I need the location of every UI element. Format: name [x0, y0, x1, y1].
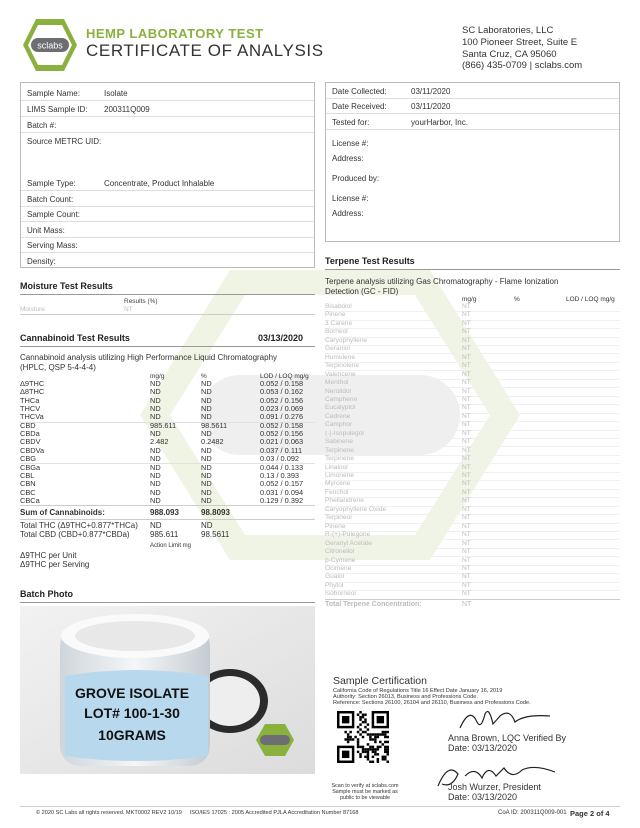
footer-divider: [20, 806, 620, 807]
analyte-lod-loq: 0.052 / 0.157: [260, 479, 304, 489]
analyte-mg: ND: [150, 387, 161, 397]
terpene-value: NT: [462, 480, 471, 488]
analyte-pct: ND: [201, 387, 212, 397]
qr-caption-line: Scan to verify at sclabs.com: [331, 783, 399, 789]
analyte-mg: ND: [150, 487, 161, 497]
divider: [325, 413, 620, 414]
analyte-mg: ND: [150, 445, 161, 455]
divider: [325, 269, 620, 270]
divider: [325, 565, 620, 566]
client-field-label: License #:: [332, 194, 369, 203]
terpene-value: NT: [462, 463, 471, 471]
terpene-name: Limonene: [325, 472, 354, 479]
divider: [325, 421, 620, 422]
divider: [20, 294, 315, 295]
client-field-value: yourHarbor, Inc.: [411, 118, 468, 127]
total-thc-mg: ND: [150, 521, 162, 530]
batch-photo-title: Batch Photo: [20, 589, 73, 599]
divider: [325, 463, 620, 464]
terpene-value: NT: [462, 565, 471, 572]
address-line: 100 Pioneer Street, Suite E: [462, 36, 578, 48]
analyte-pct: ND: [201, 395, 212, 405]
cannabinoid-title: Cannabinoid Test Results: [20, 333, 130, 343]
action-limit: Action Limit mg: [150, 543, 192, 549]
terpene-value: NT: [462, 539, 471, 547]
terpene-name: Menthol: [325, 379, 349, 387]
divider: [325, 446, 620, 447]
terpene-value: NT: [462, 590, 471, 598]
analyte-lod-loq: 0.021 / 0.063: [260, 437, 304, 447]
certification-line: Authority: Section 26013, Business and Professions Code.: [333, 694, 478, 701]
certification-line: California Code of Regulations Title 16 Effect Date January 16, 2019: [333, 688, 503, 694]
analyte-name: CBL: [20, 470, 35, 480]
divider: [325, 362, 620, 363]
analyte-name: CBGa: [20, 462, 41, 472]
divider: [326, 129, 619, 130]
terpene-value: NT: [462, 311, 471, 319]
terpene-name: Cedrene: [325, 412, 351, 420]
terpene-value: NT: [462, 319, 471, 327]
col-header-pct: %: [201, 373, 207, 380]
terpene-value: NT: [462, 362, 471, 370]
address-line: Santa Cruz, CA 95060: [462, 48, 557, 60]
analyte-lod-loq: 0.052 / 0.158: [260, 379, 304, 388]
lab-address: [462, 25, 582, 72]
divider: [21, 221, 314, 222]
terpene-value: NT: [462, 505, 471, 513]
analyte-name: CBN: [20, 479, 36, 489]
divider: [20, 519, 315, 520]
terpene-value: NT: [462, 412, 471, 420]
divider: [21, 132, 314, 133]
divider: [21, 116, 314, 117]
terpene-name: Nerolidol: [325, 387, 352, 395]
totals: [20, 521, 315, 539]
footer-legal: © 2020 SC Labs all rights reserved. MKT0002 REV2 10/19 ISO/IES 17025 : 2005 Accredited PJLA Accreditation Number 87168: [36, 810, 359, 816]
analyte-pct: ND: [201, 462, 212, 472]
analyte-mg: ND: [150, 479, 161, 489]
divider: [325, 396, 620, 397]
sample-field-label: Unit Mass:: [27, 226, 65, 235]
sample-field-label: Sample Type:: [27, 179, 76, 188]
divider: [325, 370, 620, 371]
terpene-value: NT: [462, 379, 471, 387]
terpene-name: Citronellol: [325, 548, 355, 555]
cannabinoid-desc: [20, 353, 277, 373]
terpene-name: Terpinene: [325, 455, 354, 463]
terpene-value: NT: [462, 556, 471, 564]
qr-caption-line: public to be viewable: [339, 795, 391, 801]
total-cbd-pct: 98.5611: [201, 530, 230, 539]
thc-per-unit: Δ9THC per Unit: [20, 551, 77, 560]
sample-field-label: Batch Count:: [27, 195, 74, 204]
svg-text:sclabs: sclabs: [37, 40, 63, 51]
col-header-mg: mg/g: [462, 296, 477, 303]
divider: [325, 311, 620, 312]
terpene-value: NT: [462, 336, 471, 344]
terpene-name: Borneol: [325, 328, 348, 336]
terpene-name: Myrcene: [325, 480, 351, 488]
qr-caption: [330, 783, 400, 801]
divider: [325, 455, 620, 456]
analyte-mg: ND: [150, 470, 161, 480]
terpene-value: NT: [462, 421, 471, 429]
terpene-name: Terpineol: [325, 514, 352, 522]
terpene-value: NT: [462, 531, 471, 539]
terpene-name: p-Cymene: [325, 556, 356, 564]
address-line: SC Laboratories, LLC: [462, 25, 554, 36]
terpene-name: Terpinene: [325, 446, 354, 454]
moisture-title: Moisture Test Results: [20, 281, 113, 291]
sample-field-label: Batch #:: [27, 121, 57, 130]
signer-2-date: Date: 03/13/2020: [448, 792, 518, 802]
terpene-name: Ocimene: [325, 565, 352, 572]
sample-field-label: Density:: [27, 257, 56, 266]
terpene-name: Guaiol: [325, 573, 345, 581]
footer-coa-id: CoA ID: 200311Q009-001: [498, 810, 567, 816]
signer-1-date: Date: 03/13/2020: [448, 743, 518, 753]
terpene-value: NT: [462, 514, 471, 522]
total-thc-label: Total THC (Δ9THC+0.877*THCa): [20, 521, 138, 530]
analyte-lod-loq: 0.052 / 0.156: [260, 395, 304, 405]
divider: [325, 556, 620, 557]
divider: [20, 314, 315, 315]
terpene-value: NT: [462, 522, 471, 530]
analyte-pct: ND: [201, 487, 212, 497]
analyte-mg: ND: [150, 429, 161, 439]
terpene-value: NT: [462, 345, 471, 353]
terpene-value: NT: [462, 303, 471, 310]
divider: [20, 346, 315, 347]
total-cbd-mg: 985.611: [150, 530, 179, 539]
terpene-name: Phytol: [325, 581, 344, 589]
divider: [325, 548, 620, 549]
client-field-label: Produced by:: [332, 174, 380, 183]
analyte-name: Δ8THC: [20, 387, 45, 397]
divider: [21, 206, 314, 207]
terpene-name: Bisabolol: [325, 303, 352, 310]
sample-field-value: Isolate: [104, 89, 128, 98]
client-field-label: Tested for:: [332, 118, 370, 127]
terpene-name: Isoborneol: [325, 590, 356, 598]
terpene-value: NT: [462, 404, 471, 412]
analyte-mg: ND: [150, 454, 161, 464]
terpene-name: Camphor: [325, 421, 353, 429]
terpene-value: NT: [462, 488, 471, 496]
cannabinoid-desc-line: (HPLC, QSP 5-4-4-4): [20, 363, 96, 372]
col-header-lod: LOD / LOQ mg/g: [566, 296, 615, 303]
analyte-pct: ND: [201, 495, 212, 505]
divider: [20, 505, 315, 506]
sum-mg: 988.093: [150, 508, 179, 517]
divider: [325, 345, 620, 346]
analyte-name: Δ9THC: [20, 379, 45, 388]
analyte-pct: ND: [201, 412, 212, 422]
analyte-name: THCa: [20, 395, 40, 405]
thc-per-serving: Δ9THC per Serving: [20, 560, 90, 569]
analyte-pct: ND: [201, 454, 212, 464]
terpene-value: NT: [462, 438, 471, 446]
header-title-main: CERTIFICATE OF ANALYSIS: [86, 41, 324, 60]
batch-photo: [20, 606, 315, 774]
sclabs-logo: [22, 17, 78, 73]
analyte-name: CBC: [20, 487, 36, 497]
terpene-total-label: Total Terpene Concentration:: [325, 601, 422, 608]
terpene-value: NT: [462, 429, 471, 437]
header-title-top: HEMP LABORATORY TEST: [86, 26, 264, 41]
terpene-name: Linalool: [325, 463, 348, 471]
terpene-desc-line: Detection (GC - FID): [325, 287, 399, 296]
client-field-label: Date Received:: [332, 102, 387, 111]
analyte-lod-loq: 0.037 / 0.111: [260, 445, 303, 455]
analyte-pct: ND: [201, 445, 212, 455]
terpene-name: Humulene: [325, 353, 356, 361]
divider: [325, 599, 620, 600]
col-header-pct: %: [514, 296, 520, 303]
jar-label-line: 10GRAMS: [98, 727, 166, 743]
analyte-mg: ND: [150, 395, 161, 405]
terpene-name: (-)-Isopulegol: [325, 429, 364, 437]
sample-field-label: LIMS Sample ID:: [27, 105, 88, 114]
divider: [325, 573, 620, 574]
terpene-value: NT: [462, 353, 471, 361]
divider: [21, 252, 314, 253]
client-field-label: Address:: [332, 154, 364, 163]
analyte-name: CBD: [20, 420, 36, 430]
client-field-label: Date Collected:: [332, 87, 387, 96]
sample-field-value: 200311Q009: [104, 105, 150, 114]
terpene-value: NT: [462, 497, 471, 505]
client-field-label: Address:: [332, 209, 364, 218]
analyte-lod-loq: 0.031 / 0.094: [260, 487, 304, 497]
analyte-pct: ND: [201, 470, 212, 480]
divider: [325, 497, 620, 498]
sample-field-label: Serving Mass:: [27, 241, 78, 250]
moisture-col-header: Results (%): [124, 298, 158, 305]
terpene-name: Valencene: [325, 370, 356, 378]
analyte-lod-loq: 0.023 / 0.069: [260, 404, 304, 414]
divider: [325, 480, 620, 481]
terpene-name: Phellandrene: [325, 497, 364, 505]
divider: [325, 514, 620, 515]
terpene-value: NT: [462, 573, 471, 581]
terpene-name: Geranyl Acetate: [325, 539, 372, 547]
moisture-label: Moisture: [20, 306, 45, 313]
jar-label-line: LOT# 100-1-30: [84, 705, 180, 721]
analyte-lod-loq: 0.13 / 0.393: [260, 470, 300, 480]
terpene-value: NT: [462, 548, 471, 555]
terpene-title: Terpene Test Results: [325, 256, 415, 266]
jar-label-line: GROVE ISOLATE: [74, 685, 190, 701]
terpene-name: R-(+)-Pulegone: [325, 531, 371, 539]
divider: [325, 328, 620, 329]
analyte-mg: 2.482: [150, 437, 169, 447]
analyte-pct: ND: [201, 429, 212, 439]
divider: [325, 582, 620, 583]
signature-anna-brown: [455, 704, 555, 732]
analyte-mg: ND: [150, 379, 161, 388]
terpene-name: Fenchol: [325, 488, 349, 496]
client-field-label: License #:: [332, 139, 369, 148]
terpene-desc-line: Terpene analysis utilizing Gas Chromatography - Flame Ionization: [325, 277, 559, 286]
sample-field-label: Source METRC UID:: [27, 137, 102, 146]
terpene-value: NT: [462, 395, 471, 403]
cannabinoid-date: 03/13/2020: [258, 333, 304, 343]
signer-2-name: Josh Wurzer, President: [448, 782, 541, 792]
cannabinoid-desc-line: Cannabinoid analysis utilizing High Performance Liquid Chromatography: [20, 353, 278, 362]
analyte-name: CBG: [20, 454, 37, 464]
sum-pct: 98.8093: [201, 508, 230, 517]
col-header-mg: mg/g: [150, 373, 165, 380]
total-cbd-label: Total CBD (CBD+0.877*CBDa): [20, 530, 130, 539]
analyte-name: CBDa: [20, 429, 40, 439]
analyte-lod-loq: 0.044 / 0.133: [260, 462, 304, 472]
qr-code[interactable]: [337, 711, 389, 763]
analyte-pct: ND: [201, 379, 212, 388]
footer-page-number: Page 2 of 4: [570, 809, 610, 818]
analyte-pct: ND: [201, 404, 212, 414]
divider: [21, 190, 314, 191]
client-field-value: 03/11/2020: [411, 102, 451, 111]
divider: [325, 387, 620, 388]
terpene-value: NT: [462, 581, 471, 589]
moisture-value: NT: [124, 306, 133, 313]
analyte-mg: ND: [150, 404, 161, 414]
terpene-value: NT: [462, 446, 471, 454]
analyte-name: CBDV: [20, 437, 41, 447]
terpene-name: 3 Carene: [325, 319, 353, 327]
analyte-lod-loq: 0.053 / 0.162: [260, 387, 304, 397]
sample-field-value: Concentrate, Product Inhalable: [104, 179, 215, 188]
analyte-lod-loq: 0.052 / 0.156: [260, 429, 304, 439]
divider: [326, 98, 619, 99]
analyte-name: THCVa: [20, 412, 44, 422]
certification-title: Sample Certification: [333, 675, 427, 687]
divider: [21, 100, 314, 101]
address-line: (866) 435-0709 | sclabs.com: [462, 60, 583, 72]
divider: [326, 113, 619, 114]
divider: [325, 353, 620, 354]
analyte-lod-loq: 0.052 / 0.158: [260, 420, 304, 430]
divider: [325, 379, 620, 380]
terpene-total-value: NT: [462, 601, 472, 608]
divider: [325, 523, 620, 524]
analyte-pct: ND: [201, 479, 212, 489]
terpene-name: Camphene: [325, 395, 358, 403]
terpene-name: Terpinolene: [325, 362, 360, 370]
col-header-lod: LOD / LOQ mg/g: [260, 373, 309, 380]
divider: [325, 430, 620, 431]
terpene-value: NT: [462, 455, 471, 463]
terpene-value: NT: [462, 370, 471, 378]
divider: [21, 237, 314, 238]
terpene-value: NT: [462, 387, 471, 395]
analyte-mg: ND: [150, 412, 161, 422]
sum-label: Sum of Cannabinoids:: [20, 508, 105, 517]
divider: [325, 404, 620, 405]
sample-field-label: Sample Count:: [27, 210, 80, 219]
analyte-name: THCV: [20, 404, 41, 414]
sample-field-label: Sample Name:: [27, 89, 80, 98]
client-field-value: 03/11/2020: [411, 87, 451, 96]
terpene-name: Sabinene: [325, 438, 353, 446]
terpene-name: Caryophyllene Oxide: [325, 505, 387, 513]
terpene-name: Geraniol: [325, 345, 350, 353]
divider: [325, 337, 620, 338]
divider: [325, 590, 620, 591]
analyte-lod-loq: 0.03 / 0.092: [260, 454, 300, 464]
divider: [325, 438, 620, 439]
analyte-name: CBDVa: [20, 445, 45, 455]
total-thc-pct: ND: [201, 521, 213, 530]
analyte-pct: 0.2482: [201, 437, 224, 447]
analyte-mg: ND: [150, 495, 161, 505]
analyte-lod-loq: 0.129 / 0.392: [260, 495, 304, 505]
terpene-value: NT: [462, 328, 471, 336]
analyte-name: CBCa: [20, 495, 40, 505]
analyte-pct: 98.5611: [201, 420, 228, 430]
terpene-name: Caryophyllene: [325, 336, 368, 344]
terpene-name: Eucalyptol: [325, 404, 356, 412]
analyte-mg: ND: [150, 462, 161, 472]
terpene-name: Pinene: [325, 311, 346, 319]
divider: [325, 489, 620, 490]
terpene-name: Pinene: [325, 522, 346, 530]
analyte-mg: 985.611: [150, 420, 177, 430]
certification-line: Reference: Sections 26100, 26104 and 26110, Business and Professions Code.: [333, 700, 531, 707]
divider: [20, 602, 315, 603]
qr-caption-line: Sample must be marked as: [332, 789, 398, 795]
terpene-desc: [325, 277, 558, 297]
divider: [325, 320, 620, 321]
signer-1-name: Anna Brown, LQC Verified By: [448, 733, 567, 743]
analyte-lod-loq: 0.091 / 0.276: [260, 412, 304, 422]
divider: [325, 472, 620, 473]
terpene-value: NT: [462, 472, 471, 479]
